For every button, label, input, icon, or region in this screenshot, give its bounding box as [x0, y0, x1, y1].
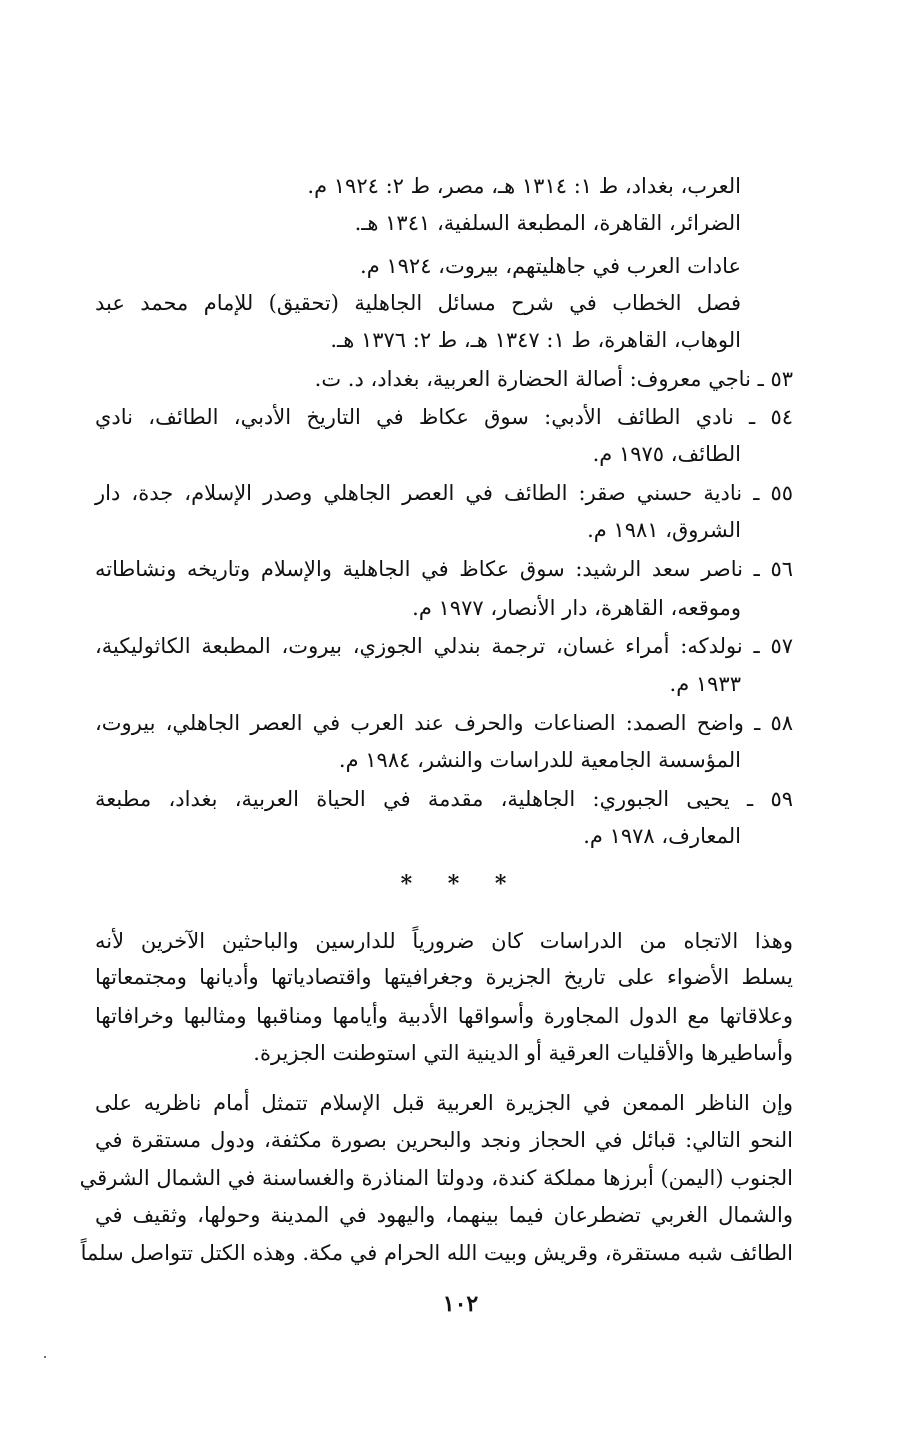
bib-cont-line-5: الوهاب، القاهرة، ط ١: ١٣٤٧ هـ، ط ٢: ١٣٧٦ هـ.: [330, 328, 741, 352]
bib-entry-54-line-1: ٥٤ ـ نادي الطائف الأدبي: سوق عكاظ في التاريخ الأدبي، الطائف، نادي: [95, 405, 793, 429]
paragraph-1-line-3: وعلاقاتها مع الدول المجاورة وأسواقها الأدبية وأيامها ومناقبها ومثالبها وخرافاتها: [95, 1004, 793, 1028]
bib-entry-56-line-1: ٥٦ ـ ناصر سعد الرشيد: سوق عكاظ في الجاهلية والإسلام وتاريخه ونشاطاته: [95, 557, 793, 581]
bib-entry-57-line-2: ١٩٣٣ م.: [669, 672, 741, 696]
paragraph-1-line-2: يسلط الأضواء على تاريخ الجزيرة وجغرافيتها واقتصادياتها وأديانها ومجتمعاتها: [95, 965, 793, 989]
bib-cont-line-1: العرب، بغداد، ط ١: ١٣١٤ هـ، مصر، ط ٢: ١٩٢٤ م.: [307, 174, 741, 198]
paragraph-1-line-1: وهذا الاتجاه من الدراسات كان ضرورياً للدارسين والباحثين الآخرين لأنه: [95, 929, 793, 953]
paragraph-2-line-5: الطائف شبه مستقرة، وقريش وبيت الله الحرام في مكة. وهذه الكتل تتواصل سلماً: [80, 1241, 793, 1265]
paragraph-1-line-4: وأساطيرها والأقليات العرقية أو الدينية التي استوطنت الجزيرة.: [253, 1041, 793, 1065]
paragraph-2-line-3: الجنوب (اليمن) أبرزها مملكة كندة، ودولتا المناذرة والغساسنة في الشمال الشرقي: [79, 1166, 793, 1190]
section-separator: * * *: [400, 871, 521, 897]
bib-entry-55-line-1: ٥٥ ـ نادية حسني صقر: الطائف في العصر الجاهلي وصدر الإسلام، جدة، دار: [95, 481, 793, 505]
bib-cont-line-4: فصل الخطاب في شرح مسائل الجاهلية (تحقيق) للإمام محمد عبد: [95, 291, 742, 315]
bib-entry-55-line-2: الشروق، ١٩٨١ م.: [587, 518, 741, 542]
bib-entry-54-line-2: الطائف، ١٩٧٥ م.: [592, 442, 741, 466]
paragraph-2-line-2: النحو التالي: قبائل في الحجاز ونجد والبحرين بصورة مكثفة، ودول مستقرة في: [95, 1128, 793, 1152]
page-number: ١٠٢: [442, 1291, 479, 1317]
paragraph-2-line-1: وإن الناظر الممعن في الجزيرة العربية قبل الإسلام تتمثل أمام ناظريه على: [95, 1091, 793, 1115]
scan-speck: [44, 1356, 46, 1358]
bib-cont-line-2: الضرائر، القاهرة، المطبعة السلفية، ١٣٤١ هـ.: [354, 211, 741, 235]
paragraph-2-line-4: والشمال الغربي تضطرعان فيما بينهما، واليهود في المدينة وحولها، وثقيف في: [95, 1203, 793, 1227]
bib-entry-59-line-2: المعارف، ١٩٧٨ م.: [583, 824, 741, 848]
bib-entry-53: ٥٣ ـ ناجي معروف: أصالة الحضارة العربية، بغداد، د. ت.: [314, 367, 793, 391]
bib-entry-58-line-2: المؤسسة الجامعية للدراسات والنشر، ١٩٨٤ م.: [338, 748, 741, 772]
bib-entry-59-line-1: ٥٩ ـ يحيى الجبوري: الجاهلية، مقدمة في الحياة العربية، بغداد، مطبعة: [95, 787, 793, 811]
bib-entry-56-line-2: وموقعه، القاهرة، دار الأنصار، ١٩٧٧ م.: [412, 596, 741, 620]
bib-cont-line-3: عادات العرب في جاهليتهم، بيروت، ١٩٢٤ م.: [360, 254, 741, 278]
bib-entry-58-line-1: ٥٨ ـ واضح الصمد: الصناعات والحرف عند العرب في العصر الجاهلي، بيروت،: [95, 711, 793, 735]
bib-entry-57-line-1: ٥٧ ـ نولدكه: أمراء غسان، ترجمة بندلي الجوزي، بيروت، المطبعة الكاثوليكية،: [95, 634, 793, 658]
